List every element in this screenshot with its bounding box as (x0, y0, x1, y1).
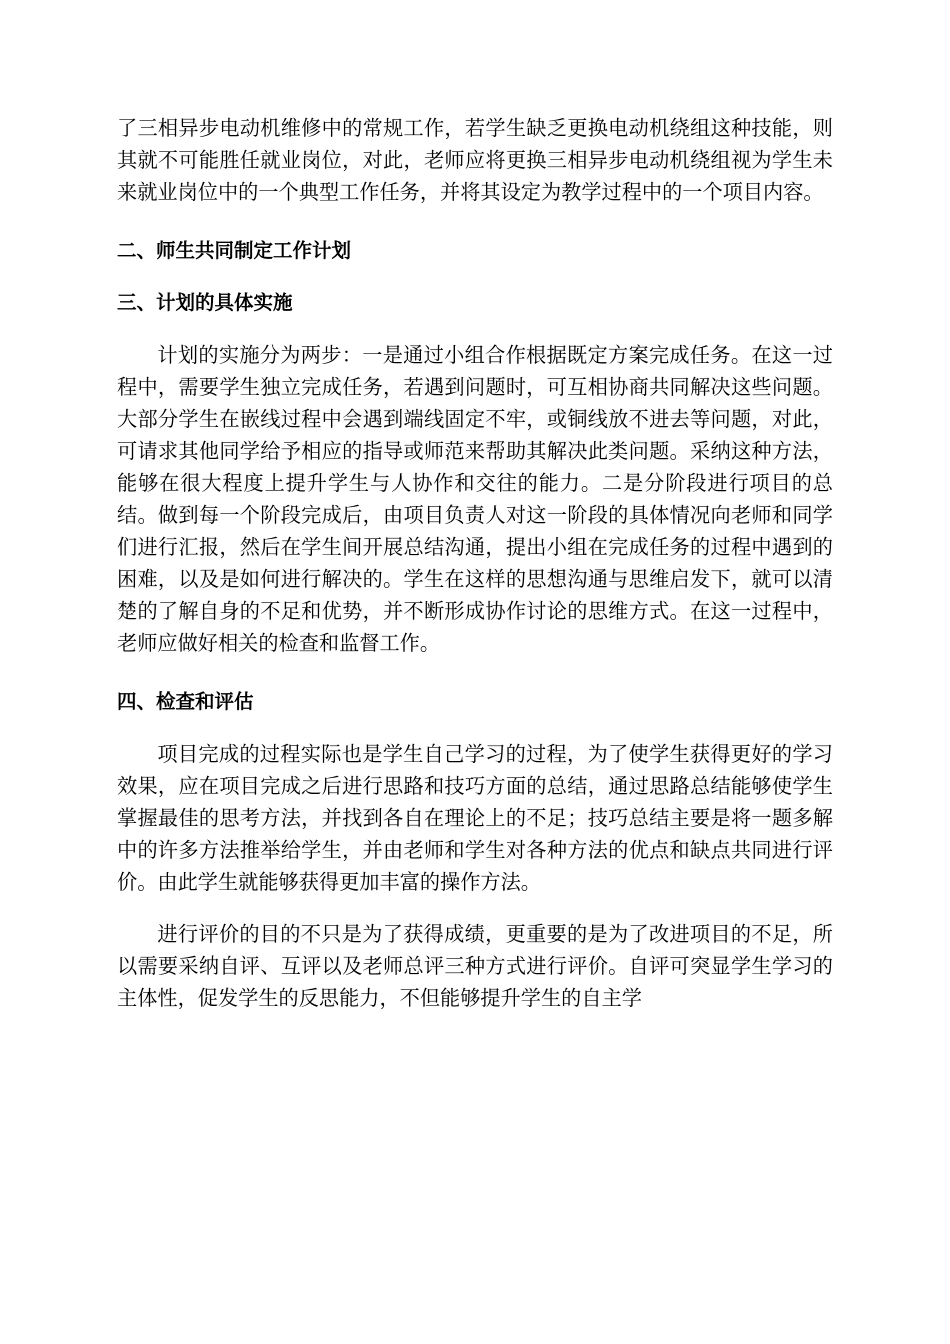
section-heading-implementation: 三、计划的具体实施 (117, 291, 293, 314)
evaluation-paragraph-2: 进行评价的目的不只是为了获得成绩，更重要的是为了改进项目的不足，所以需要采纳自评、互评以及老师总评三种方式进行评价。自评可突显学生学习的主体性，促发学生的反思能力，不但能够提升学生的自主学 (117, 922, 833, 1010)
section-heading-evaluation: 四、检查和评估 (117, 690, 254, 713)
evaluation-paragraph-1: 项目完成的过程实际也是学生自己学习的过程，为了使学生获得更好的学习效果，应在项目完成之后进行思路和技巧方面的总结，通过思路总结能够使学生掌握最佳的思考方法，并找到各自在理论上的不足；技巧总结主要是将一题多解中的许多方法推举给学生，并由老师和学生对各种方法的优点和缺点共同进行评价。由此学生就能够获得更加丰富的操作方法。 (117, 742, 833, 894)
document-page (117, 112, 833, 1014)
section-heading-plan: 二、师生共同制定工作计划 (117, 239, 352, 262)
intro-paragraph: 了三相异步电动机维修中的常规工作，若学生缺乏更换电动机绕组这种技能，则其就不可能胜任就业岗位，对此，老师应将更换三相异步电动机绕组视为学生未来就业岗位中的一个典型工作任务，并将其设定为教学过程中的一个项目内容。 (117, 116, 833, 204)
implementation-paragraph: 计划的实施分为两步：一是通过小组合作根据既定方案完成任务。在这一过程中，需要学生独立完成任务，若遇到问题时，可互相协商共同解决这些问题。大部分学生在嵌线过程中会遇到端线固定不牢，或铜线放不进去等问题，对此，可请求其他同学给予相应的指导或师范来帮助其解决此类问题。采纳这种方法，能够在很大程度上提升学生与人协作和交往的能力。二是分阶段进行项目的总结。做到每一个阶段完成后，由项目负责人对这一阶段的具体情况向老师和同学们进行汇报，然后在学生间开展总结沟通，提出小组在完成任务的过程中遇到的困难，以及是如何进行解决的。学生在这样的思想沟通与思维启发下，就可以清楚的了解自身的不足和优势，并不断形成协作讨论的思维方式。在这一过程中，老师应做好相关的检查和监督工作。 (117, 343, 833, 655)
